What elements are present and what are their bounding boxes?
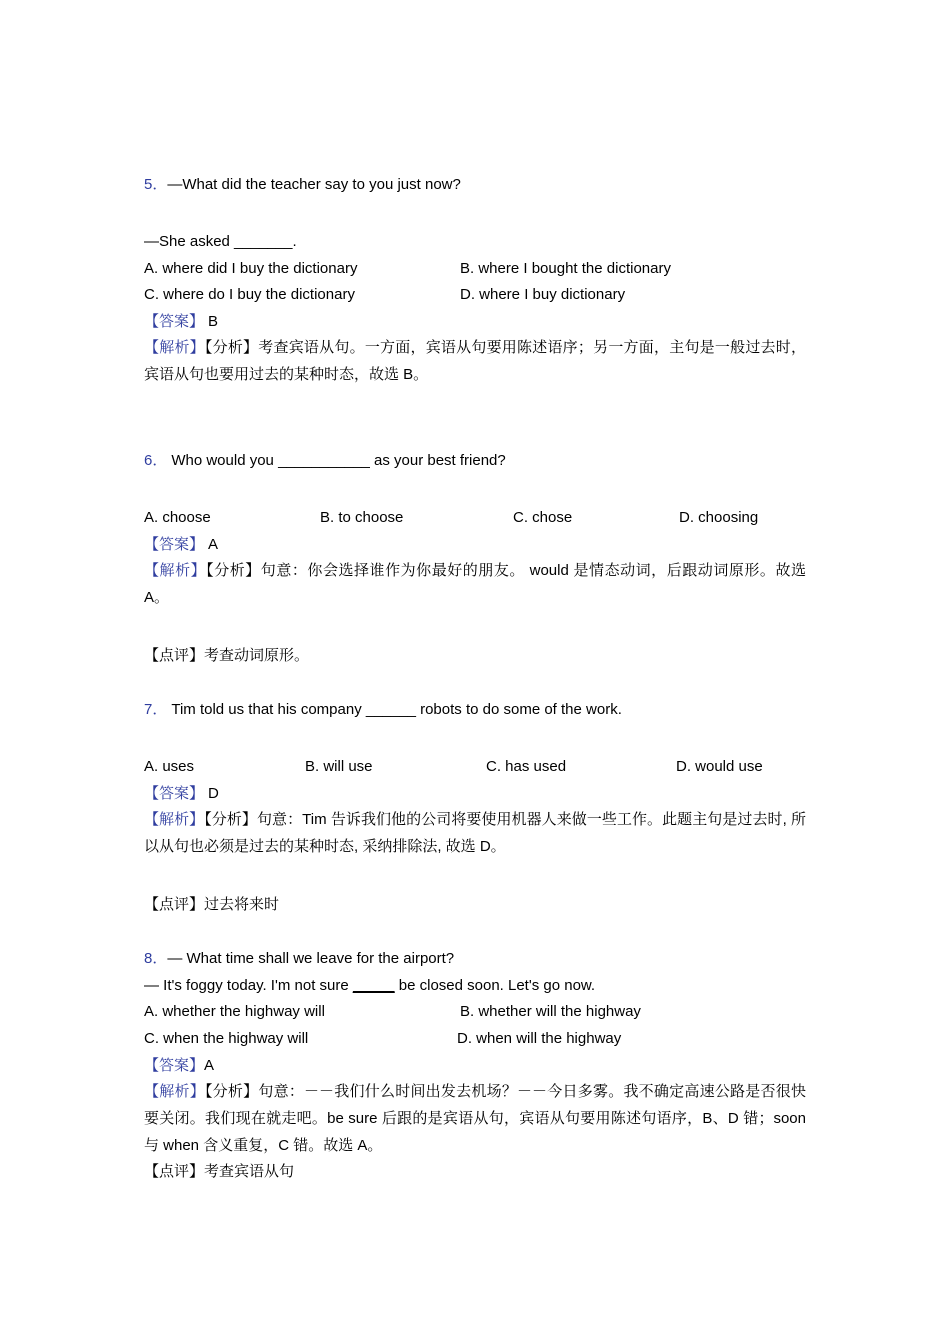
question-text: — What time shall we leave for the airport? xyxy=(167,950,455,967)
option-b: B. will use xyxy=(305,758,373,775)
option-a: A. uses xyxy=(144,758,195,775)
option-c: C. has used xyxy=(486,758,567,775)
option-d: D. where I buy dictionary xyxy=(460,286,626,303)
analysis-tag: 【解析】 xyxy=(144,562,207,579)
answer-tag: 【答案】 xyxy=(144,536,205,553)
option-d: D. when will the highway xyxy=(457,1030,622,1047)
comment-line: 【点评】考查宾语从句 xyxy=(144,1163,295,1180)
option-c: C. when the highway will xyxy=(144,1030,309,1047)
option-c: C. where do I buy the dictionary xyxy=(144,286,355,303)
question-number: 6． xyxy=(144,452,168,469)
question-text: Who would you ___________ as your best friend? xyxy=(171,452,506,469)
analysis-text: 【分析】句意：－－我们什么时间出发去机场？－－今日多雾。我不确定高速公路是否很快要关闭。我们现在就走吧。be sure 后跟的是宾语从句，宾语从句要用陈述句语序，B、D 错；soon 与 when 含义重复，C 错。故选 A。 xyxy=(144,1083,806,1154)
option-b: B. where I bought the dictionary xyxy=(460,260,671,277)
question-number: 7． xyxy=(144,701,168,718)
option-a: A. whether the highway will xyxy=(144,1003,325,1020)
analysis-tag: 【解析】 xyxy=(144,811,205,828)
answer-tag: 【答案】 xyxy=(144,1057,205,1074)
answer-value: B xyxy=(208,313,219,330)
line2-end: be closed soon. Let's go now. xyxy=(394,977,596,994)
analysis-text: 【分析】句意：Tim 告诉我们他的公司将要使用机器人来做一些工作。此题主句是过去时, 所以从句也必须是过去的某种时态, 采纳排除法, 故选 D。 xyxy=(144,811,806,855)
question-6-stem xyxy=(144,451,506,471)
option-a: A. where did I buy the dictionary xyxy=(144,260,358,277)
analysis-paragraph xyxy=(144,806,806,860)
answer-blank: _____ xyxy=(352,977,395,994)
answer-tag: 【答案】 xyxy=(144,313,205,330)
question-5-stem xyxy=(144,175,461,195)
answer-line xyxy=(144,535,218,555)
answer-tag: 【答案】 xyxy=(144,785,205,802)
analysis-paragraph xyxy=(144,334,806,388)
question-8-line2 xyxy=(144,976,595,996)
option-d: D. choosing xyxy=(679,509,759,526)
question-text: —What did the teacher say to you just now? xyxy=(167,176,461,193)
analysis-text: 【分析】考查宾语从句。一方面，宾语从句要用陈述语序；另一方面，主句是一般过去时，宾语从句也要用过去的某种时态，故选 B。 xyxy=(144,339,806,383)
answer-line xyxy=(144,784,219,804)
answer-value: D xyxy=(208,785,219,802)
option-c: C. chose xyxy=(513,509,573,526)
comment-line: 【点评】过去将来时 xyxy=(144,896,280,913)
question-5-line2: —She asked _______. xyxy=(144,233,297,250)
line2-start: — It's foggy today. I'm not sure xyxy=(144,977,353,994)
analysis-text: 【分析】句意：你会选择谁作为你最好的朋友。 would 是情态动词，后跟动词原形。故选 A。 xyxy=(144,562,806,606)
option-b: B. to choose xyxy=(320,509,404,526)
analysis-paragraph xyxy=(144,1078,806,1159)
option-a: A. choose xyxy=(144,509,211,526)
analysis-tag: 【解析】 xyxy=(144,1083,205,1100)
question-text: Tim told us that his company ______ robots to do some of the work. xyxy=(171,701,622,718)
question-number: 5． xyxy=(144,176,168,193)
answer-line xyxy=(144,312,218,332)
analysis-tag: 【解析】 xyxy=(144,339,205,356)
analysis-paragraph xyxy=(144,557,806,611)
question-number: 8． xyxy=(144,950,168,967)
answer-value: A xyxy=(204,1057,215,1074)
comment-line: 【点评】考查动词原形。 xyxy=(144,647,310,664)
answer-value: A xyxy=(208,536,219,553)
question-8-stem xyxy=(144,949,454,969)
option-d: D. would use xyxy=(676,758,763,775)
question-7-stem xyxy=(144,700,622,720)
option-b: B. whether will the highway xyxy=(460,1003,641,1020)
answer-line xyxy=(144,1056,214,1076)
